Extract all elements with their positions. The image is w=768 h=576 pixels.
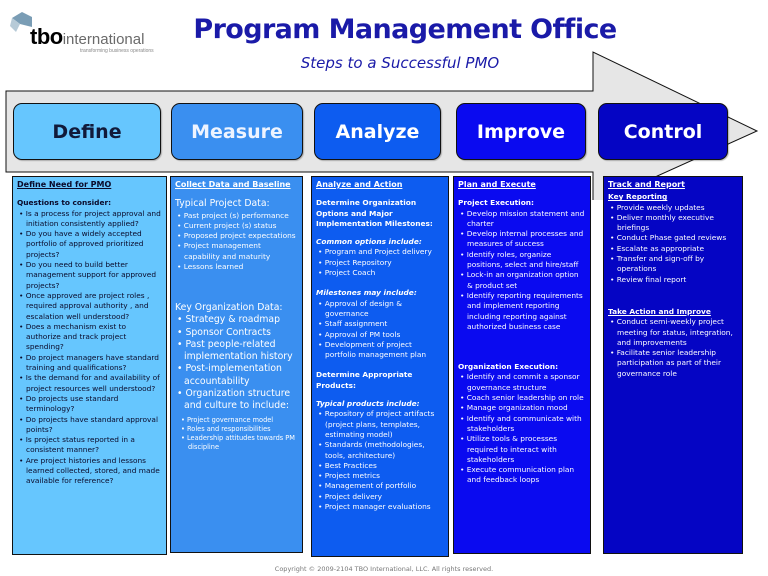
control-subheading-reporting: Key Reporting [608,192,668,202]
list-item: • Do you have a widely accepted portfolio of approved prioritized projects? [17,229,162,260]
page-subtitle: Steps to a Successful PMO [300,54,500,72]
list-item: • Staff assignment [316,319,444,329]
list-item: • Project metrics [316,471,444,481]
list-item: • Does a mechanism exist to authorize and track project spending? [17,322,162,353]
logo-tagline: transforming business operations [80,48,154,54]
copyright-footer: Copyright © 2009-2104 TBO International, LLC. All rights reserved. [274,565,494,573]
list-item: • Strategy & roadmap [175,314,298,326]
list-item: • Utilize tools & processes required to interact with stakeholders [458,434,586,465]
improve-column [453,176,591,554]
list-item: • Identify roles, organize positions, select and hire/staff [458,250,586,271]
improve-project-list [458,209,586,333]
measure-project-list [175,211,298,273]
list-item: • Lock-in an organization option & product set [458,270,586,291]
list-item: • Leadership attitudes towards PM discipline [179,434,298,452]
process-arrow [0,0,768,200]
list-item: • Project Coach [316,268,444,278]
phase-analyze[interactable]: Analyze [314,103,441,160]
list-item: • Project manager evaluations [316,502,444,512]
logo-brand-light: international [62,31,145,48]
list-item: • Sponsor Contracts [175,327,298,339]
list-item: • Do you need to build better management support for approved projects? [17,260,162,291]
analyze-products-list [316,409,444,512]
measure-org-list [175,314,298,412]
list-item: • Coach senior leadership on role [458,393,586,403]
list-item: • Past people-related implementation history [175,339,298,363]
define-heading: Define Need for PMO [17,180,112,189]
analyze-options-label: Common options include: [316,237,422,247]
control-column [603,176,743,554]
control-reporting-list [608,203,738,285]
measure-subheading-project: Typical Project Data: [175,198,270,210]
phase-improve[interactable]: Improve [456,103,586,160]
logo-brand-bold: tbo [30,24,63,49]
list-item: • Post-implementation accountability [175,363,298,387]
list-item: • Develop mission statement and charter [458,209,586,230]
phase-measure[interactable]: Measure [171,103,303,160]
list-item: • Project governance model [179,416,298,425]
list-item: • Once approved are project roles , required approval authority , and escalation well understood? [17,291,162,322]
list-item: • Is a process for project approval and initiation consistently applied? [17,209,162,230]
improve-subheading-project: Project Execution: [458,198,535,208]
analyze-subheading-options: Determine Organization Options and Major Implementation Milestones: [316,198,433,228]
list-item: • Facilitate senior leadership participation as part of their governance role [608,348,738,379]
page-title: Program Management Office [193,14,617,45]
define-question-list [17,209,162,487]
list-item: • Lessons learned [175,262,298,272]
analyze-subheading-products: Determine Appropriate Products: [316,370,413,390]
list-item: • Organization structure and culture to include: [175,388,298,412]
list-item: • Identify and commit a sponsor governance structure [458,372,586,393]
improve-org-list [458,372,586,485]
control-heading: Track and Report [608,180,685,189]
list-item: • Manage organization mood [458,403,586,413]
measure-column [170,176,303,553]
list-item: • Do project managers have standard training and qualifications? [17,353,162,374]
list-item: • Approval of PM tools [316,330,444,340]
phase-define[interactable]: Define [13,103,161,160]
analyze-options-list [316,247,444,278]
list-item: • Management of portfolio [316,481,444,491]
list-item: • Identify and communicate with stakeholders [458,414,586,435]
list-item: • Transfer and sign-off by operations [608,254,738,275]
control-subheading-action: Take Action and Improve [608,306,711,316]
list-item: • Best Practices [316,461,444,471]
list-item: • Past project (s) performance [175,211,298,221]
list-item: • Deliver monthly executive briefings [608,213,738,234]
list-item: • Development of project portfolio management plan [316,340,444,361]
list-item: • Conduct semi-weekly project meeting for status, integration, and improvements [608,317,738,348]
list-item: • Project delivery [316,492,444,502]
list-item: • Identify reporting requirements and implement reporting including reporting against authorized business case [458,291,586,332]
list-item: • Repository of project artifacts (project plans, templates, estimating model) [316,409,444,440]
list-item: • Project management capability and maturity [175,241,298,262]
phase-control[interactable]: Control [598,103,728,160]
list-item: • Do projects use standard terminology? [17,394,162,415]
analyze-column [311,176,449,557]
define-column [12,176,167,555]
analyze-heading: Analyze and Action [316,180,403,189]
improve-subheading-org: Organization Execution: [458,362,559,372]
list-item: • Is project status reported in a consistent manner? [17,435,162,456]
list-item: • Do projects have standard approval points? [17,415,162,436]
list-item: • Conduct Phase gated reviews [608,233,738,243]
list-item: • Current project (s) status [175,221,298,231]
control-action-list [608,317,738,379]
define-subheading: Questions to consider: [17,198,112,208]
measure-subheading-org: Key Organization Data: [175,302,283,314]
improve-heading: Plan and Execute [458,180,536,189]
list-item: • Standards (methodologies, tools, architecture) [316,440,444,461]
measure-culture-list [179,416,298,452]
list-item: • Escalate as appropriate [608,244,738,254]
list-item: • Proposed project expectations [175,231,298,241]
list-item: • Is the demand for and availability of project resources well understood? [17,373,162,394]
analyze-milestones-label: Milestones may include: [316,288,417,298]
list-item: • Review final report [608,275,738,285]
list-item: • Project Repository [316,258,444,268]
measure-heading: Collect Data and Baseline [175,180,291,189]
list-item: • Program and Project delivery [316,247,444,257]
list-item: • Develop internal processes and measures of success [458,229,586,250]
list-item: • Provide weekly updates [608,203,738,213]
list-item: • Execute communication plan and feedback loops [458,465,586,486]
list-item: • Are project histories and lessons learned collected, stored, and made available for reference? [17,456,162,487]
list-item: • Roles and responsibilities [179,425,298,434]
analyze-milestones-list [316,299,444,361]
list-item: • Approval of design & governance [316,299,444,320]
analyze-products-label: Typical products include: [316,399,420,409]
